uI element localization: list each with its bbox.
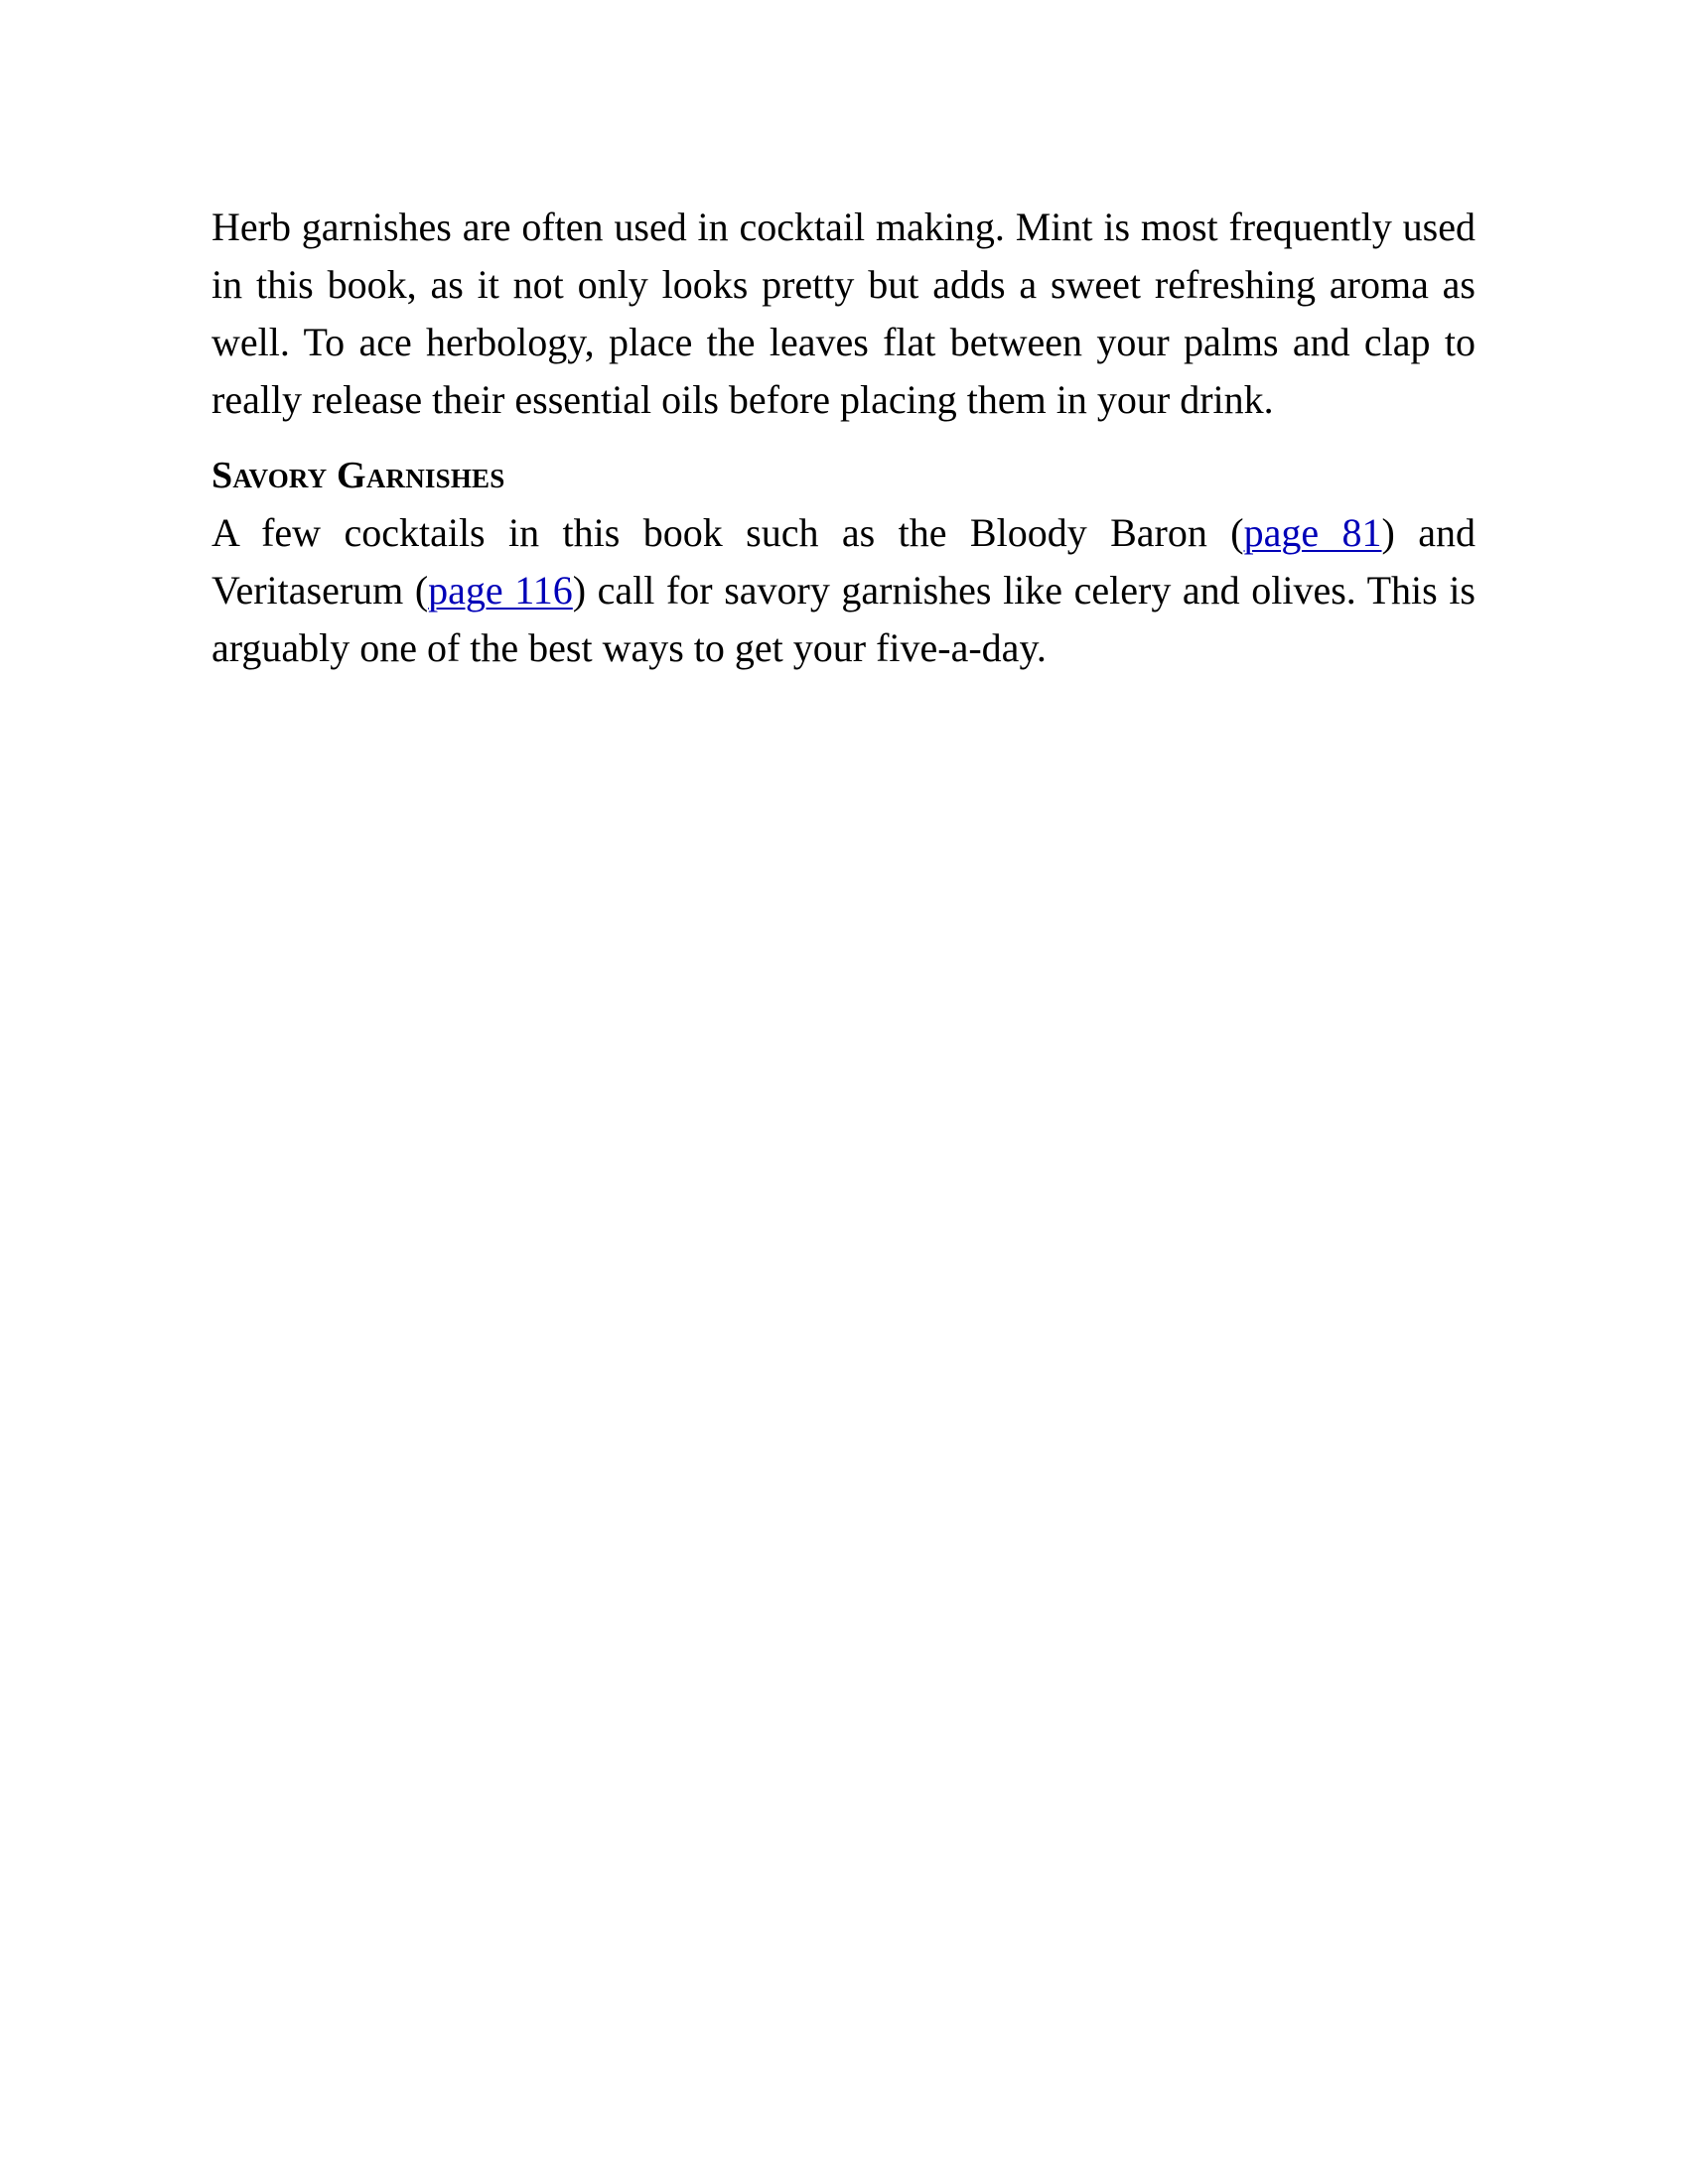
savory-text-part-2: ) and Veritaserum ( bbox=[211, 510, 1476, 613]
savory-text-part-1: A few cocktails in this book such as the Bloody Baron ( bbox=[211, 510, 1244, 555]
savory-garnishes-paragraph bbox=[211, 504, 1476, 677]
savory-garnishes-heading: Savory Garnishes bbox=[211, 455, 505, 496]
page-81-link[interactable]: page 81 bbox=[1243, 510, 1382, 555]
savory-text-part-3: ) call for savory garnishes like celery and olives. This is arguably one of the best ways to get your five-a-day. bbox=[211, 568, 1476, 670]
herb-garnishes-paragraph: Herb garnishes are often used in cocktail making. Mint is most frequently used in this book, as it not only looks pretty but adds a sweet refreshing aroma as well. To ace herbology, place the leaves flat between your palms and clap to really release their essential oils before placing them in your drink. bbox=[211, 205, 1476, 422]
page-116-link[interactable]: page 116 bbox=[428, 568, 573, 613]
page-content bbox=[211, 199, 1476, 677]
